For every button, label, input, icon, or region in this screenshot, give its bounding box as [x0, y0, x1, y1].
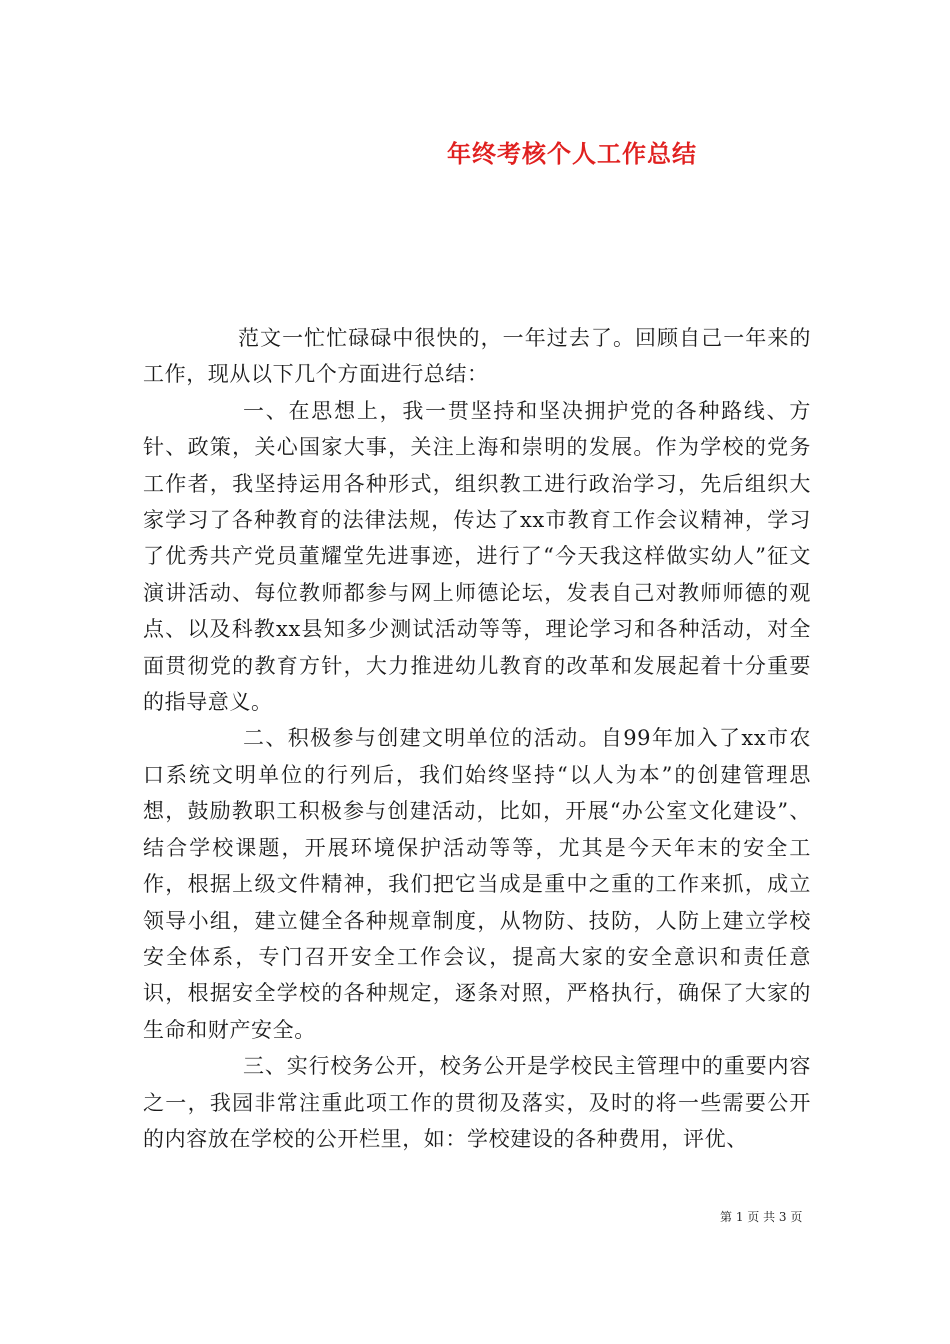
document-body — [143, 320, 811, 1157]
section-3-paragraph: 三、实行校务公开，校务公开是学校民主管理中的重要内容之一，我园非常注重此项工作的贯彻及落实，及时的将一些需要公开的内容放在学校的公开栏里，如：学校建设的各种费用，评优、 — [143, 1054, 811, 1151]
section-1-paragraph: 一、在思想上，我一贯坚持和坚决拥护党的各种路线、方针、政策，关心国家大事，关注上海和崇明的发展。作为学校的党务工作者，我坚持运用各种形式，组织教工进行政治学习，先后组织大家学习了各种教育的法律法规，传达了xx市教育工作会议精神，学习了优秀共产党员董耀堂先进事迹，进行了“今天我这样做实幼人”征文演讲活动、每位教师都参与网上师德论坛，发表自己对教师师德的观点、以及科教xx县知多少测试活动等等，理论学习和各种活动，对全面贯彻党的教育方针，大力推进幼儿教育的改革和发展起着十分重要的指导意义。 — [143, 398, 811, 715]
intro-paragraph: 范文一忙忙碌碌中很快的，一年过去了。回顾自己一年来的工作，现从以下几个方面进行总结： — [143, 326, 811, 387]
document-title: 年终考核个人工作总结 — [447, 139, 697, 168]
page-number-footer: 第 1 页 共 3 页 — [720, 1210, 803, 1224]
section-2-paragraph: 二、积极参与创建文明单位的活动。自99年加入了xx市农口系统文明单位的行列后，我们始终坚持“以人为本”的创建管理思想，鼓励教职工积极参与创建活动，比如，开展“办公室文化建设”、结合学校课题，开展环境保护活动等等，尤其是今天年末的安全工作，根据上级文件精神，我们把它当成是重中之重的工作来抓，成立领导小组，建立健全各种规章制度，从物防、技防，人防上建立学校安全体系，专门召开安全工作会议，提高大家的安全意识和责任意识，根据安全学校的各种规定，逐条对照，严格执行，确保了大家的生命和财产安全。 — [143, 726, 811, 1042]
